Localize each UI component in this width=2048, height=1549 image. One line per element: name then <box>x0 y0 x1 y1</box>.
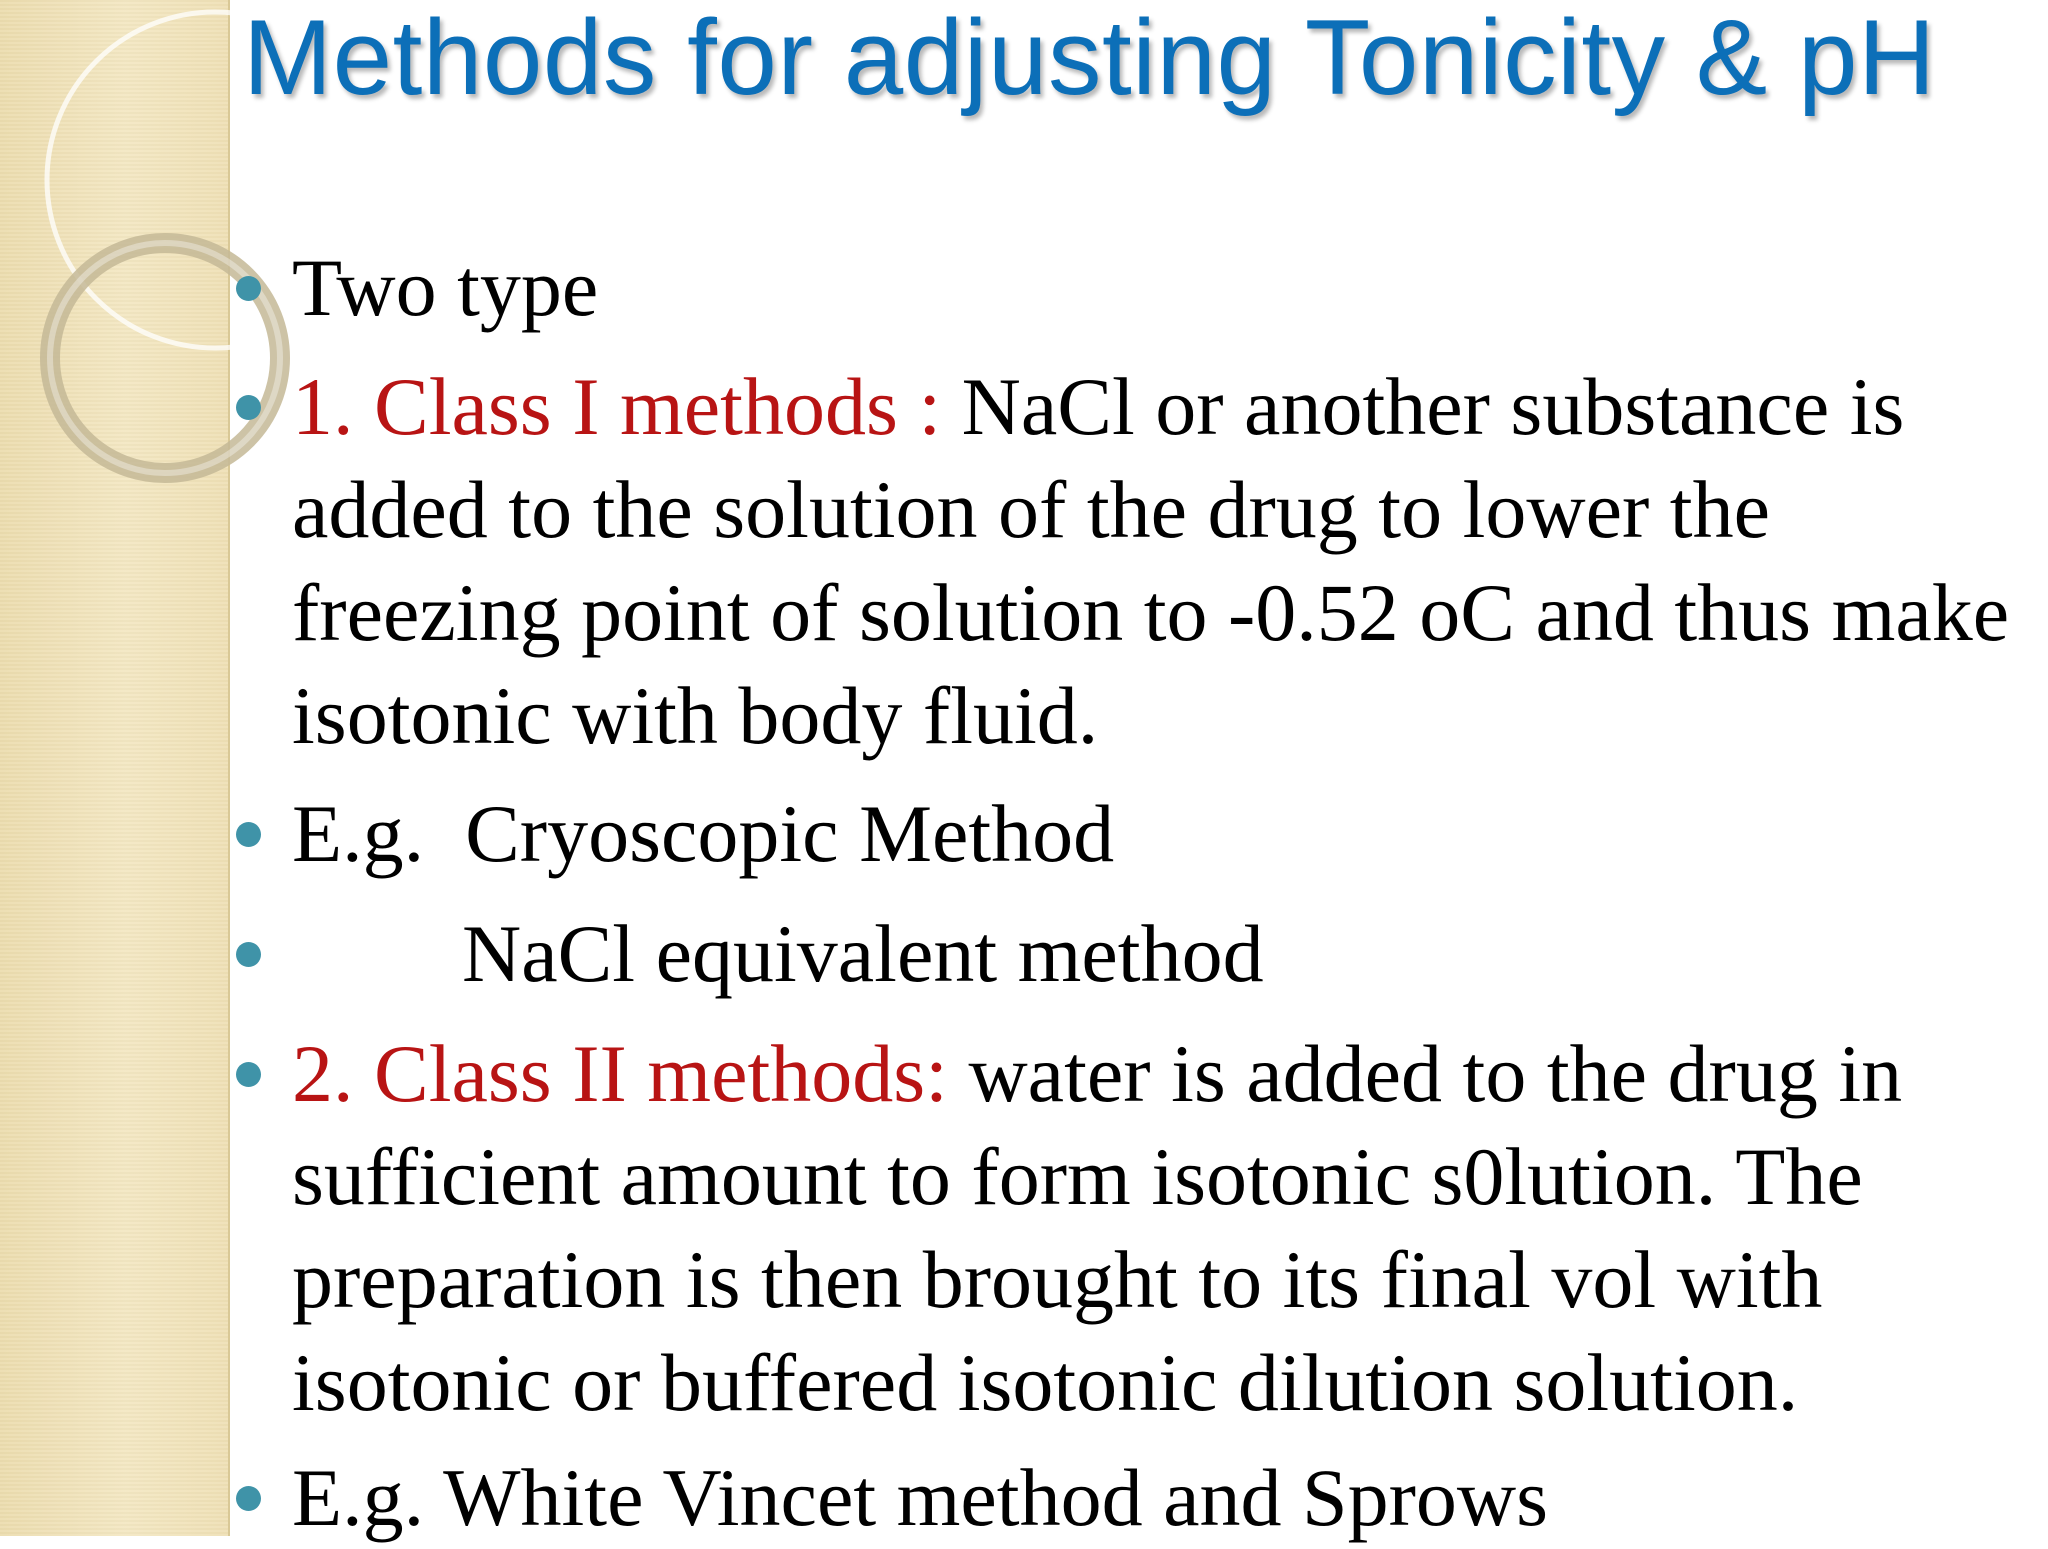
bullet-text: E.g. Cryoscopic Method <box>292 788 1115 879</box>
bullet-item-class-i <box>292 355 2012 767</box>
bullet-item-example-white-vincet <box>292 1446 2012 1549</box>
bullet-item-two-type <box>292 236 2012 339</box>
bullet-text: Two type <box>292 242 599 333</box>
bullet-item-example-cryoscopic <box>292 782 2012 885</box>
class-ii-label: 2. Class II methods: <box>292 1028 969 1119</box>
bullet-text: E.g. White Vincet method and Sprows <box>292 1452 1549 1543</box>
class-i-label: 1. Class I methods : <box>292 361 962 452</box>
bullet-dot-icon <box>236 1062 261 1087</box>
bullet-text: NaCl or another substance is added to the solution of the drug to lower the freezing point of solution to -0.52 oC and thus make isotonic with body fluid. <box>292 361 2010 761</box>
bullet-text: water is added to the drug in sufficient amount to form isotonic s0lution. The preparation is then brought to its final vol with isotonic or buffered isotonic dilution solution. <box>292 1028 1903 1428</box>
sidebar-texture <box>0 0 228 1536</box>
bullet-dot-icon <box>236 395 261 420</box>
bullet-dot-icon <box>236 1486 261 1511</box>
bullet-dot-icon <box>236 276 261 301</box>
bullet-text: NaCl equivalent method <box>462 908 1264 999</box>
bullet-item-class-ii <box>292 1022 2012 1434</box>
bullet-item-nacl-equivalent <box>292 902 2012 1005</box>
decorative-sidebar <box>0 0 230 1536</box>
bullet-dot-icon <box>236 822 261 847</box>
bullet-dot-icon <box>236 942 261 967</box>
slide-title: Methods for adjusting Tonicity & pH <box>243 0 1936 117</box>
